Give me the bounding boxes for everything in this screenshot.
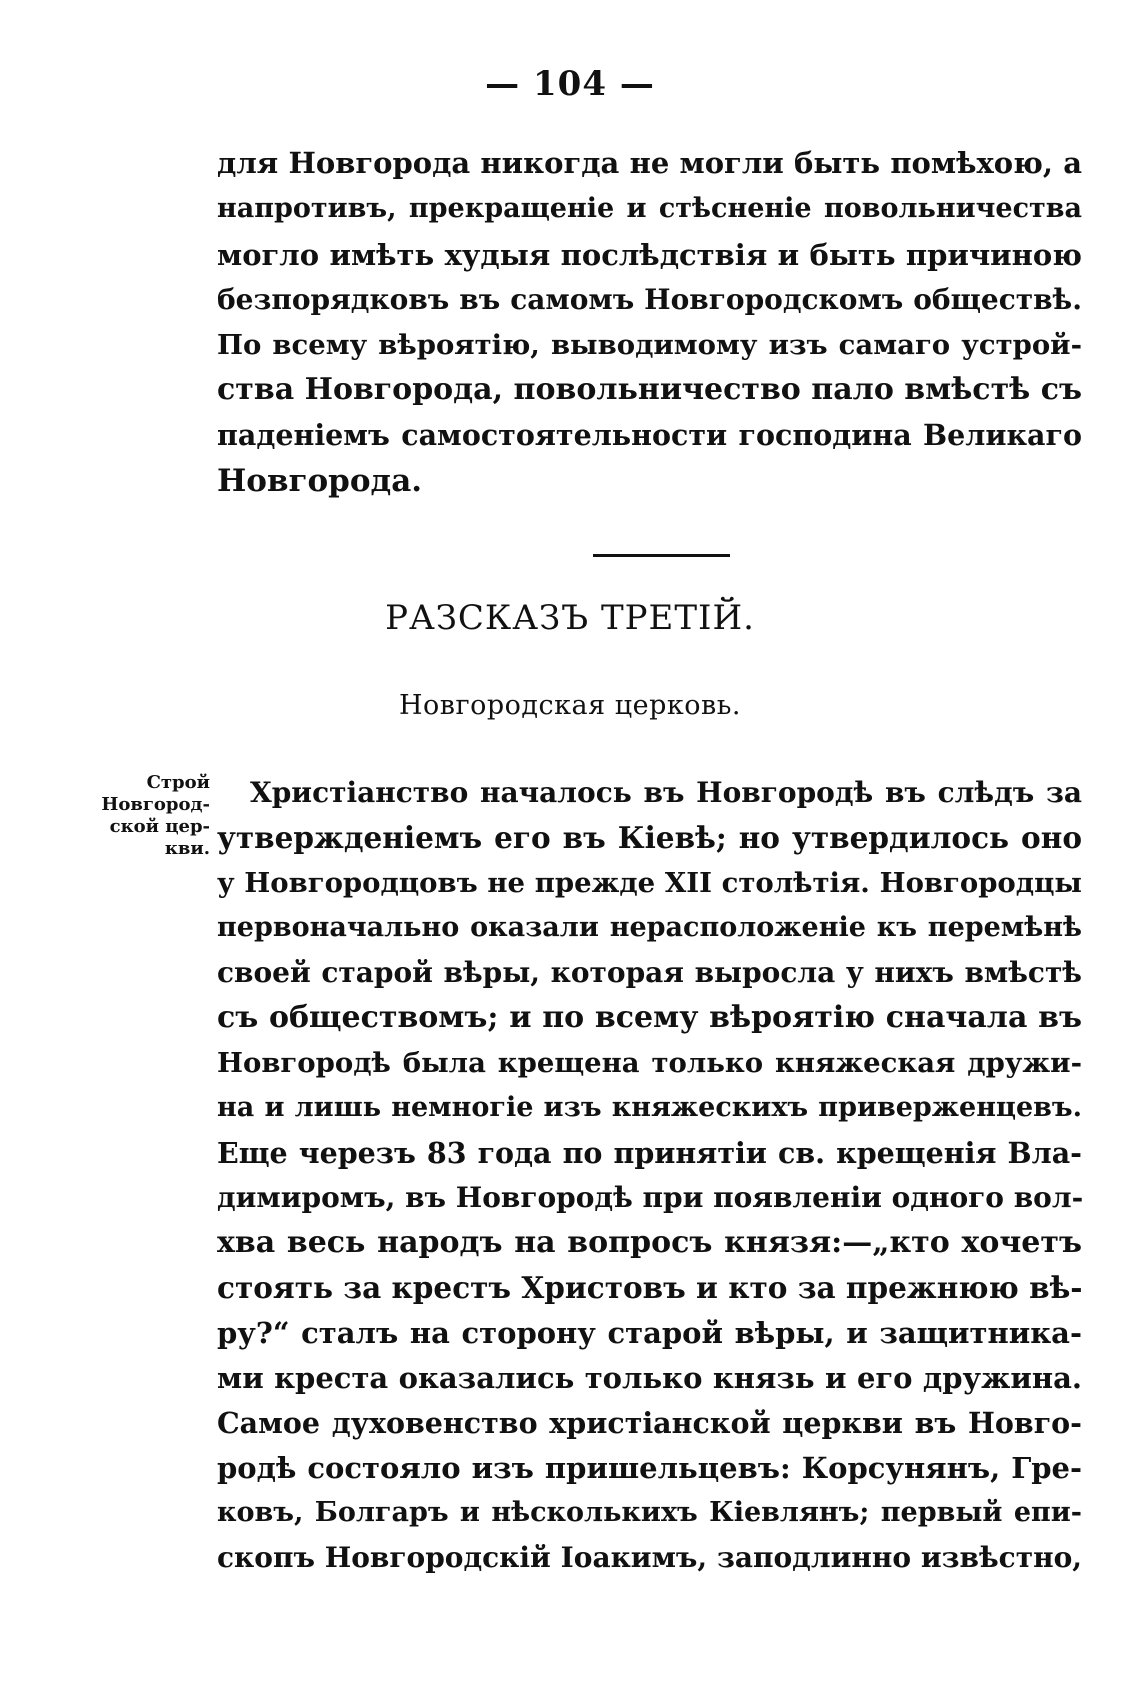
text-line: утвержденіемъ его въ Кіевѣ; но утвердилось оно: [217, 820, 1082, 855]
text-line: Новгородѣ была крещена только княжеская дружи-: [217, 1047, 1082, 1079]
text-line: скопъ Новгородскій Іоакимъ, заподлинно извѣстно,: [217, 1541, 1082, 1574]
section-divider: [593, 554, 730, 557]
text-line: съ обществомъ; и по всему вѣроятію сначала въ: [217, 1000, 1082, 1035]
text-line: своей старой вѣры, которая выросла у нихъ вмѣстѣ: [217, 956, 1082, 989]
text-line: на и лишь немногіе изъ княжескихъ приверженцевъ.: [217, 1092, 1082, 1123]
text-line: родѣ состояло изъ пришельцевъ: Корсунянъ, Гре-: [217, 1451, 1082, 1485]
text-line: Еще черезъ 83 года по принятіи св. крещенія Вла-: [217, 1136, 1082, 1170]
margin-note: [80, 772, 210, 860]
text-line: По всему вѣроятію, выводимому изъ самаго устрой-: [217, 329, 1082, 361]
text-line: ми креста оказались только князь и его дружина.: [217, 1361, 1082, 1395]
page-number: — 104 —: [485, 64, 655, 104]
text-line: напротивъ, прекращеніе и стѣсненіе повольничества: [217, 193, 1082, 224]
margin-note-line: ской цер-: [109, 816, 210, 837]
chapter-title: РАЗСКАЗЪ ТРЕТІЙ.: [385, 598, 755, 638]
text-line: первоначально оказали нерасположеніе къ перемѣнѣ: [217, 912, 1082, 943]
margin-note-line: Строй: [146, 772, 210, 793]
chapter-subtitle: Новгородская церковь.: [398, 690, 741, 721]
text-line: безпорядковъ въ самомъ Новгородскомъ обществѣ.: [217, 283, 1082, 316]
margin-note-line: кви.: [164, 838, 210, 859]
text-line: ру?“ сталъ на сторону старой вѣры, и защитника-: [217, 1316, 1082, 1350]
text-line: Христіанство началось въ Новгородѣ въ слѣдъ за: [250, 776, 1082, 809]
margin-note-line: Новгород-: [101, 794, 210, 815]
text-line: у Новгородцовъ не прежде XII столѣтія. Новгородцы: [217, 867, 1082, 899]
text-line: паденіемъ самостоятельности господина Великаго: [217, 418, 1082, 452]
text-line: ковъ, Болгаръ и нѣсколькихъ Кіевлянъ; первый епи-: [217, 1497, 1082, 1528]
text-line: могло имѣть худыя послѣдствія и быть причиною: [217, 238, 1082, 272]
text-line: димиромъ, въ Новгородѣ при появленіи одного вол-: [217, 1181, 1084, 1214]
text-line: хва весь народъ на вопросъ князя:—„кто хочетъ: [217, 1225, 1082, 1260]
text-line: ства Новгорода, повольничество пало вмѣстѣ съ: [217, 372, 1082, 407]
text-line: для Новгорода никогда не могли быть помѣхою, а: [217, 146, 1082, 180]
text-line: стоять за крестъ Христовъ и кто за прежнюю вѣ-: [217, 1270, 1083, 1305]
text-line: Новгорода.: [217, 463, 423, 499]
text-line: Самое духовенство христіанской церкви въ Новго-: [217, 1406, 1082, 1440]
